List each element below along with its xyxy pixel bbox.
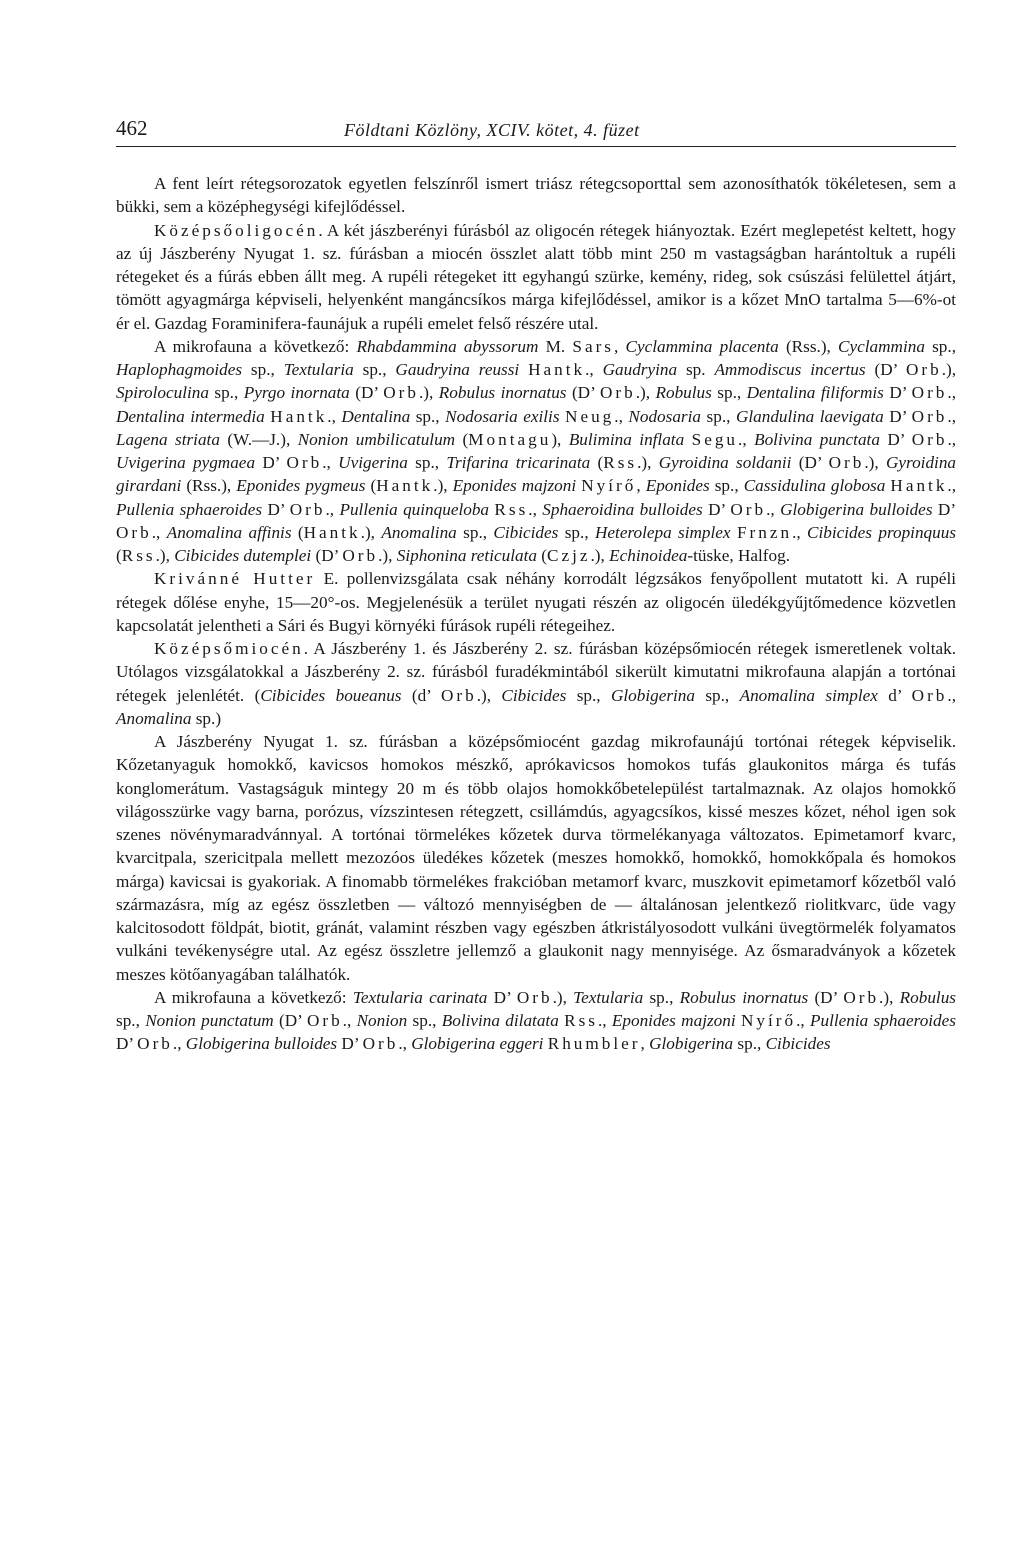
spaced-term: Orb <box>137 1034 173 1054</box>
taxon-name: Heterolepa simplex <box>595 522 731 542</box>
spaced-term: Krivánné Hutter <box>154 569 316 589</box>
page-number: 462 <box>116 116 148 140</box>
taxon-name: Cyclammina placenta <box>625 336 779 356</box>
text-run: ., <box>322 453 339 472</box>
taxon-name: Haplophagmoides <box>116 360 243 379</box>
paragraph <box>116 219 956 335</box>
text-run: D’ <box>487 987 517 1007</box>
text-run: (D’ <box>791 453 829 472</box>
taxon-name: Nonion umbilicatulum <box>297 429 456 449</box>
spaced-term: Hantk <box>528 360 586 379</box>
paragraph <box>116 567 956 637</box>
spaced-term: Orb <box>843 987 880 1007</box>
text-run: (D’ <box>273 1011 307 1030</box>
text-run: .), <box>864 453 886 472</box>
taxon-name: Uvigerina <box>338 453 408 472</box>
taxon-name: Gaudryina reussi <box>395 360 520 379</box>
text-run: .), <box>637 453 659 472</box>
text-run: .), <box>419 383 439 403</box>
text-run: sp., <box>924 336 956 356</box>
text-run: .), <box>590 546 610 565</box>
running-head: Földtani Közlöny, XCIV. kötet, 4. füzet <box>344 120 640 140</box>
text-run: D’ <box>255 453 287 472</box>
text-run: sp., <box>242 360 284 379</box>
text-run: (D’ <box>566 383 600 403</box>
text-run: .), <box>635 383 656 403</box>
text-run: ( <box>455 429 469 449</box>
spaced-term: Rss <box>494 499 529 519</box>
taxon-name: Trifarina tricarinata <box>446 453 591 472</box>
taxon-name: Globigerina <box>610 685 695 705</box>
text-run: , <box>614 336 626 356</box>
text-run: (D’ <box>349 383 384 403</box>
taxon-name: Dentalina <box>341 406 411 426</box>
spaced-term: Nyírő <box>581 476 637 496</box>
spaced-term: Segu <box>691 429 739 449</box>
text-run: (D’ <box>311 546 343 565</box>
text-run: ( <box>116 546 122 565</box>
taxon-name: Globigerina <box>649 1034 734 1054</box>
text-run: D’ <box>883 383 912 403</box>
taxon-name: Eponides majzoni <box>611 1011 736 1030</box>
text-run: ( <box>590 453 604 472</box>
spaced-term: Orb <box>911 685 948 705</box>
text-run: A Jászberény Nyugat 1. sz. fúrásban a középsőmiocént gazdag mikrofaunájú tortónai rétegek képviselik. Kőzetanyaguk homokkő, kavicsos homokos mészkő, aprókavicsos homokos tufás glaukonitos márga és tufás konglomerátum. Vastagságuk mintegy 20 m és több olajos homokkőbetelepülést tartalmaznak. Az olajos homokkő világosszürke vagy barna, porózus, vízszintesen rétegzett, csillámdús, agyagcsíkos, kissé meszes kőzet, néhol igen sok szenes növénymaradvánnyal. A tortónai törmelékes kőzetek durva törmelékanyaga változatos. Epimetamorf kvarc, kvarcitpala, szericitpala mellett mezozóos üledékes kőzetek (meszes homokkő, homokkő, homokkőpala és homokos márga) kavicsai is gyakoriak. A finomabb törmelékes frakcióban metamorf kvarc, muszkovit epimetamorf kőzetből való származásra, míg az egész összletben — változó mennyiségben de — általánosan jelentkező riolitkvarc, üde vagy kalcitosodott földpát, biotit, gránát, valamint részben vagy egészben átkristályosodott vulkáni üvegtörmelék folyamatos vulkáni tevékenységre utal. Az egész összletre jellemző a glaukonit nagy mennyisége. Az ősmaradványok a kőzetek meszes kötőanyagában találhatók. <box>116 732 956 984</box>
text-run: ., <box>792 522 808 542</box>
text-run: sp., <box>643 987 680 1007</box>
text-run: sp., <box>709 476 744 496</box>
paragraph <box>116 335 956 568</box>
taxon-name: Cyclammina <box>838 336 925 356</box>
text-run: (Rss.), <box>181 476 237 496</box>
paragraph <box>116 730 956 986</box>
spaced-term: Orb <box>286 453 323 472</box>
taxon-name: Cibicides <box>493 522 559 542</box>
text-run: M. <box>538 336 573 356</box>
text-run: ., <box>325 499 340 519</box>
text-run <box>684 430 691 449</box>
text-run: sp., <box>353 360 396 379</box>
text-run: .), <box>476 685 502 705</box>
text-run: sp., <box>711 383 747 403</box>
taxon-name: Textularia <box>283 360 354 379</box>
text-run: ., <box>796 1011 810 1030</box>
text-run: (W.—J.), <box>219 429 298 449</box>
spaced-term: Orb <box>911 406 948 426</box>
text-run: ., <box>947 429 957 449</box>
text-run: -tüske, Halfog. <box>687 546 791 565</box>
text-run: .), <box>879 987 900 1007</box>
taxon-name: Gyroidina girardani <box>116 453 957 496</box>
spaced-term: Frnzn <box>736 522 793 542</box>
spaced-term: Orb <box>828 453 865 472</box>
taxon-name: Dentalina filiformis <box>746 383 884 403</box>
taxon-name: Sphaeroidina bulloides <box>542 499 703 519</box>
taxon-name: Pyrgo inornata <box>243 383 350 403</box>
text-run: ), <box>551 429 569 449</box>
taxon-name: Nodosaria exilis <box>445 406 560 426</box>
text-run: sp., <box>116 1011 146 1030</box>
taxon-name: Cibicides dutemplei <box>174 546 312 565</box>
text-run: A fent leírt rétegsorozatok egyetlen felszínről ismert triász rétegcsoporttal sem azonosíthatók tökéletesen, sem a bükki, sem a középhegységi kifejlődéssel. <box>116 174 956 217</box>
text-run: ., <box>766 499 781 519</box>
spaced-term: Hantk <box>890 476 948 496</box>
text-run: sp., <box>456 522 494 542</box>
taxon-name: Bulimina inflata <box>568 429 685 449</box>
taxon-name: Cibicides propinquus <box>807 522 957 542</box>
taxon-name: Robulus inornatus <box>438 383 567 403</box>
text-run: D’ <box>932 499 957 519</box>
text-run: .), <box>360 522 382 542</box>
taxon-name: Siphonina reticulata <box>396 546 537 565</box>
taxon-name: Globigerina bulloides <box>780 499 933 519</box>
text-run: .), <box>941 360 957 379</box>
text-run: ., <box>327 406 342 426</box>
text-run: sp., <box>407 453 447 472</box>
text-run <box>519 360 528 379</box>
taxon-name: Textularia carinata <box>352 987 488 1007</box>
text-run: D’ <box>879 429 912 449</box>
text-run: ( <box>291 522 304 542</box>
taxon-name: Anomalina <box>116 708 192 728</box>
spaced-term: Orb <box>440 685 477 705</box>
paragraph <box>116 637 956 730</box>
text-run: .), <box>552 987 574 1007</box>
text-run: d’ <box>877 685 912 705</box>
spaced-term: Orb <box>362 1034 399 1054</box>
spaced-term: Montagu <box>468 429 552 449</box>
taxon-name: Nodosaria <box>628 406 701 426</box>
paragraph <box>116 986 956 1056</box>
text-run: D’ <box>116 1034 138 1054</box>
text-run: sp., <box>694 685 740 705</box>
spaced-term: Hantk <box>270 406 328 426</box>
text-run: sp., <box>407 1011 442 1030</box>
text-run: ., <box>947 383 956 403</box>
taxon-name: Anomalina affinis <box>166 522 292 542</box>
spaced-term: Rss <box>121 546 156 565</box>
text-run: , <box>640 1034 650 1054</box>
text-run: sp. <box>677 360 715 379</box>
text-run: .), <box>378 546 397 565</box>
text-run: ., <box>172 1034 186 1054</box>
text-run: sp.) <box>191 708 222 728</box>
text-run: A mikrofauna a következő: <box>154 336 357 356</box>
spaced-term: Orb <box>911 383 948 403</box>
text-run: sp., <box>558 522 595 542</box>
page-header <box>116 114 956 147</box>
text-run: ., <box>585 360 603 379</box>
text-run: sp., <box>701 406 736 426</box>
taxon-name: Eponides majzoni <box>452 476 577 496</box>
taxon-name: Anomalina <box>381 522 457 542</box>
taxon-name: Nonion punctatum <box>145 1011 274 1030</box>
text-run: . A Jászberény 1. és Jászberény 2. sz. fúrásban középsőmiocén rétegek ismeretlenek voltak. Utólagos vizsgálatokkal a Jászberény 2. sz. fúrásból furadékmintából sikerült kimutatni mikrofauna alapján a tortónai rétegek jelenlétét. ( <box>116 639 956 705</box>
text-run: ., <box>947 685 956 705</box>
taxon-name: Robulus <box>655 383 712 403</box>
spaced-term: Orb <box>289 499 326 519</box>
text-run: ., <box>151 522 167 542</box>
taxon-name: Nonion <box>356 1011 408 1030</box>
taxon-name: Bolivina punctata <box>754 429 880 449</box>
text-run: . A két jászberényi fúrásból az oligocén rétegek hiányoztak. Ezért meglepetést keltett, hogy az új Jászberény Nyugat 1. sz. fúrásban a miocén összlet alatt több mint 250 m vastagságban harántoltuk a rupéli rétegeket és a fúrás ebben állt meg. A rupéli rétegeket itt egyhangú szürke, kemény, rideg, sok csúszási felülettel átjárt, tömött agyagmárga képviseli, helyenként mangáncsíkos márga kifejlődéssel, amikor is a kőzet MnO tartalma 5—6%-ot ér el. Gazdag Foraminifera-faunájuk a rupéli emelet felső részére utal. <box>116 220 956 333</box>
taxon-name: Dentalina intermedia <box>116 406 265 426</box>
text-run: ., <box>528 499 543 519</box>
spaced-term: Orb <box>306 1011 343 1030</box>
text-run: (D’ <box>808 987 844 1007</box>
taxon-name: Glandulina laevigata <box>735 406 884 426</box>
text-run: .), <box>155 546 175 565</box>
text-run: ., <box>738 429 755 449</box>
text-run: A mikrofauna a következő: <box>154 987 353 1007</box>
text-run: D’ <box>262 499 290 519</box>
spaced-term: Orb <box>730 499 767 519</box>
taxon-name: Bolivina dilatata <box>441 1011 559 1030</box>
text-run: ., <box>342 1011 357 1030</box>
spaced-term: Orb <box>516 987 553 1007</box>
text-run: sp., <box>733 1034 766 1054</box>
taxon-name: Cibicides boueanus <box>260 685 402 705</box>
taxon-name: Echinoidea <box>609 546 688 565</box>
text-run: sp., <box>410 406 446 426</box>
taxon-name: Cibicides <box>765 1034 831 1054</box>
taxon-name: Pullenia sphaeroides <box>809 1011 956 1030</box>
taxon-name: Anomalina simplex <box>739 685 878 705</box>
taxon-name: Textularia <box>573 987 644 1007</box>
text-run: D’ <box>337 1034 363 1054</box>
taxon-name: Globigerina bulloides <box>185 1034 338 1054</box>
taxon-name: Pullenia quinqueloba <box>339 499 490 519</box>
text-run: ., <box>597 1011 612 1030</box>
spaced-term: Nyírő <box>740 1011 797 1030</box>
spaced-term: Hantk <box>303 522 361 542</box>
text-run: (D’ <box>865 360 906 379</box>
spaced-term: Rss <box>603 453 638 472</box>
text-run: D’ <box>702 499 731 519</box>
spaced-term: Orb <box>342 546 379 565</box>
taxon-name: Robulus inornatus <box>679 987 809 1007</box>
text-run: E. pollenvizsgálata csak néhány korrodált légzsákos fenyőpollent mutatott ki. A rupéli rétegek dőlése enyhe, 15—20°-os. Megjelenésük a terület nyugati részén az oligocén üledékgyűjtőmedence közvetlen kapcsolatát jelentheti a Sári és Bugyi környéki fúrások rupéli rétegeihez. <box>116 569 956 635</box>
spaced-term: Neug <box>565 406 615 426</box>
taxon-name: Robulus <box>899 987 956 1007</box>
taxon-name: Lagena striata <box>116 429 220 449</box>
taxon-name: Gyroidina soldanii <box>658 453 792 472</box>
taxon-name: Spiroloculina <box>116 383 209 403</box>
taxon-name: Uvigerina pygmaea <box>116 453 256 472</box>
spaced-term: Rhumbler <box>547 1034 641 1054</box>
spaced-term: Orb <box>383 383 419 403</box>
spaced-term: Sars <box>572 336 614 356</box>
spaced-term: Orb <box>116 522 152 542</box>
taxon-name: Rhabdammina abyssorum <box>356 336 539 356</box>
taxon-name: Pullenia sphaeroides <box>116 499 263 519</box>
text-run: ., <box>947 406 956 426</box>
spaced-term: Orb <box>911 429 948 449</box>
spaced-term: Hantk <box>376 476 434 496</box>
spaced-term: Orb <box>599 383 636 403</box>
text-run: ., <box>398 1034 412 1054</box>
taxon-name: Eponides pygmeus <box>236 476 366 496</box>
text-run: (Rss.), <box>778 336 839 356</box>
text-run: (d’ <box>401 685 441 705</box>
taxon-name: Gaudryina <box>602 360 678 379</box>
spaced-term: Orb <box>905 360 942 379</box>
taxon-name: Ammodiscus incertus <box>714 360 866 379</box>
taxon-name: Eponides <box>645 476 710 496</box>
paragraph <box>116 172 956 219</box>
text-run: ., <box>947 476 957 496</box>
spaced-term: Középsőmiocén <box>154 639 304 658</box>
text-run: , <box>636 476 646 496</box>
text-run: D’ <box>883 406 912 426</box>
taxon-name: Globigerina eggeri <box>411 1034 544 1054</box>
spaced-term: Rss <box>564 1011 598 1030</box>
text-run: ( <box>536 546 547 565</box>
text-run: ( <box>365 476 377 496</box>
body-text <box>116 172 956 1056</box>
text-run: .), <box>433 476 453 496</box>
spaced-term: Középsőoligocén <box>154 220 319 240</box>
text-run: sp., <box>208 383 244 403</box>
spaced-term: Czjz <box>546 546 591 565</box>
taxon-name: Cassidulina globosa <box>743 476 886 496</box>
text-run: ., <box>614 406 629 426</box>
taxon-name: Cibicides <box>501 685 567 705</box>
text-run: sp., <box>566 685 611 705</box>
